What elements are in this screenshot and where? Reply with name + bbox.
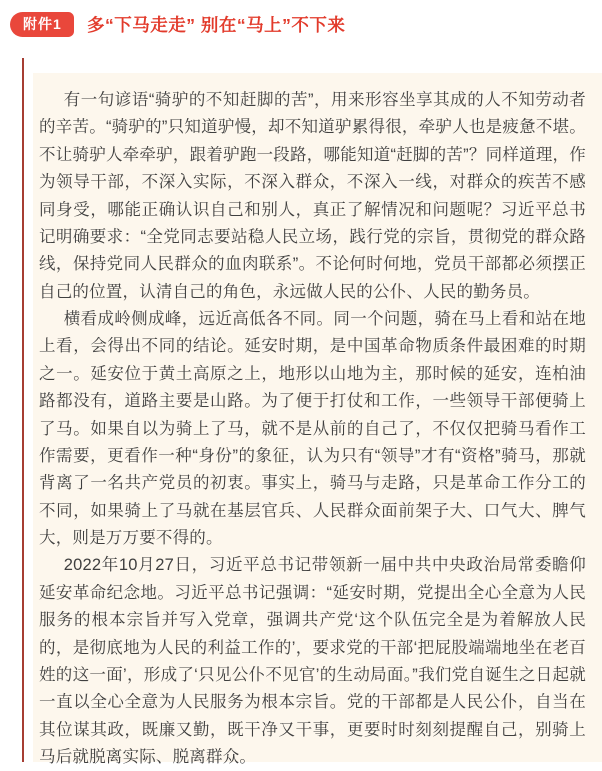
article-paragraph-3: 2022年10月27日，习近平总书记带领新一届中共中央政治局常委瞻仰延安革命纪念地。习近平总书记强调：“延安时期，党提出全心全意为人民服务的根本宗旨并写入党章，强调共产党‘这个队伍完全是为着解放人民的，是彻底地为人民的利益工作的’，要求党的干部‘把屁股端端地坐在老百姓的这一面’，形成了‘只见公仆不见官’的生动局面。”我们党自诞生之日起就一直以全心全意为人民服务为根本宗旨。党的干部都是人民公仆，自当在其位谋其政，既廉又勤，既干净又干事，更要时时刻刻提醒自己，别骑上马后就脱离实际、脱离群众。 bbox=[39, 556, 586, 766]
red-divider-line bbox=[22, 58, 24, 762]
article-body bbox=[33, 73, 602, 766]
article-paragraph-2: 横看成岭侧成峰，远近高低各不同。同一个问题，骑在马上看和站在地上看，会得出不同的结论。延安时期，是中国革命物质条件最困难的时期之一。延安位于黄土高原之上，地形以山地为主，那时候的延安，连柏油路都没有，道路主要是山路。为了便于打仗和工作，一些领导干部便骑上了马。如果自以为骑上了马，就不是从前的自己了，不仅仅把骑马看作工作需要，更看作一种“身份”的象征，认为只有“领导”才有“资格”骑马，那就背离了一名共产党员的初衷。事实上，骑马与走路，只是革命工作分工的不同，如果骑上了马就在基层官兵、人民群众面前架子大、口气大、脾气大，则是万万要不得的。 bbox=[39, 310, 586, 547]
article-paragraph-1: 有一句谚语“骑驴的不知赶脚的苦”，用来形容坐享其成的人不知劳动者的辛苦。“骑驴的”只知道驴慢，却不知道驴累得很，牵驴人也是疲惫不堪。不让骑驴人牵牵驴，跟着驴跑一段路，哪能知道“赶脚的苦”？同样道理，作为领导干部，不深入实际，不深入群众，不深入一线，对群众的疾苦不感同身受，哪能正确认识自己和别人，真正了解情况和问题呢？习近平总书记明确要求：“全党同志要站稳人民立场，践行党的宗旨，贯彻党的群众路线，保持党同人民群众的血肉联系”。不论何时何地，党员干部都必须摆正自己的位置，认清自己的角色，永远做人民的公仆、人民的勤务员。 bbox=[39, 91, 586, 301]
article-title: 多“下马走走” 别在“马上”不下来 bbox=[87, 15, 346, 35]
attachment-badge: 附件1 bbox=[10, 12, 74, 37]
attachment-header bbox=[0, 0, 602, 50]
